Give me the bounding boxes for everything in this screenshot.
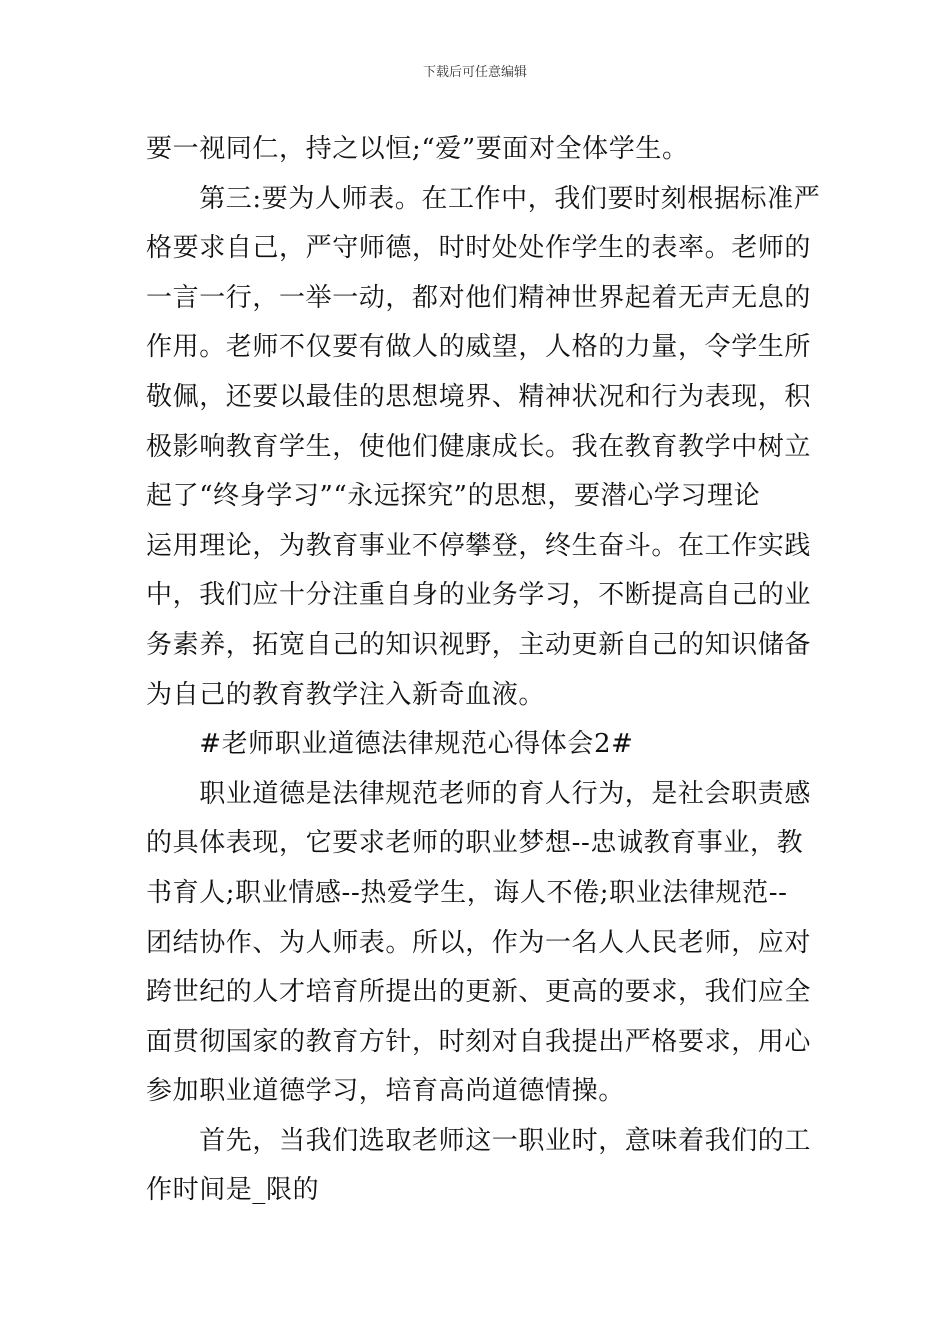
text-line: 务素养，拓宽自己的知识视野，主动更新自己的知识储备 [146,629,812,660]
text-line: 跨世纪的人才培育所提出的更新、更高的要求，我们应全 [146,977,812,1008]
text-line: 作时间是_限的 [146,1175,320,1206]
section-heading: #老师职业道德法律规范心得体会2# [146,729,634,760]
text-line: 为自己的教育教学注入新奇血液。 [146,679,546,710]
page-header: 下载后可任意编辑 [422,65,527,80]
text-line: 要一视同仁，持之以恒;“爱”要面对全体学生。 [146,134,689,164]
text-line: 敬佩，还要以最佳的思想境界、精神状况和行为表现，积 [146,381,812,412]
text-line: 的具体表现，它要求老师的职业梦想--忠诚教育事业，教 [146,828,804,859]
text-line: 一言一行，一举一动，都对他们精神世界起着无声无息的 [146,282,812,313]
text-line: 中，我们应十分注重自身的业务学习，不断提高自己的业 [146,580,812,611]
text-line: 第三:要为人师表。在工作中，我们要时刻根据标准严 [146,183,821,214]
text-line: 格要求自己，严守师德，时时处处作学生的表率。老师的 [146,233,812,264]
text-line: 参加职业道德学习，培育高尚道德情操。 [146,1076,625,1107]
document-body [146,125,821,1216]
text-line: 首先，当我们选取老师这一职业时，意味着我们的工 [146,1125,812,1156]
text-line: 职业道德是法律规范老师的育人行为，是社会职责感 [146,778,812,809]
text-line: 团结协作、为人师表。所以，作为一名人人民老师，应对 [146,927,812,958]
text-line: 作用。老师不仅要有做人的威望，人格的力量，令学生所 [146,332,812,363]
text-line: 起了“终身学习”“永远探究”的思想，要潜心学习理论 [146,481,761,512]
text-line: 运用理论，为教育事业不停攀登，终生奋斗。在工作实践 [146,530,812,561]
text-line: 极影响教育学生，使他们健康成长。我在教育教学中树立 [146,431,812,462]
text-line: 面贯彻国家的教育方针，时刻对自我提出严格要求，用心 [146,1026,812,1057]
text-line: 书育人;职业情感--热爱学生，诲人不倦;职业法律规范-- [146,877,788,908]
